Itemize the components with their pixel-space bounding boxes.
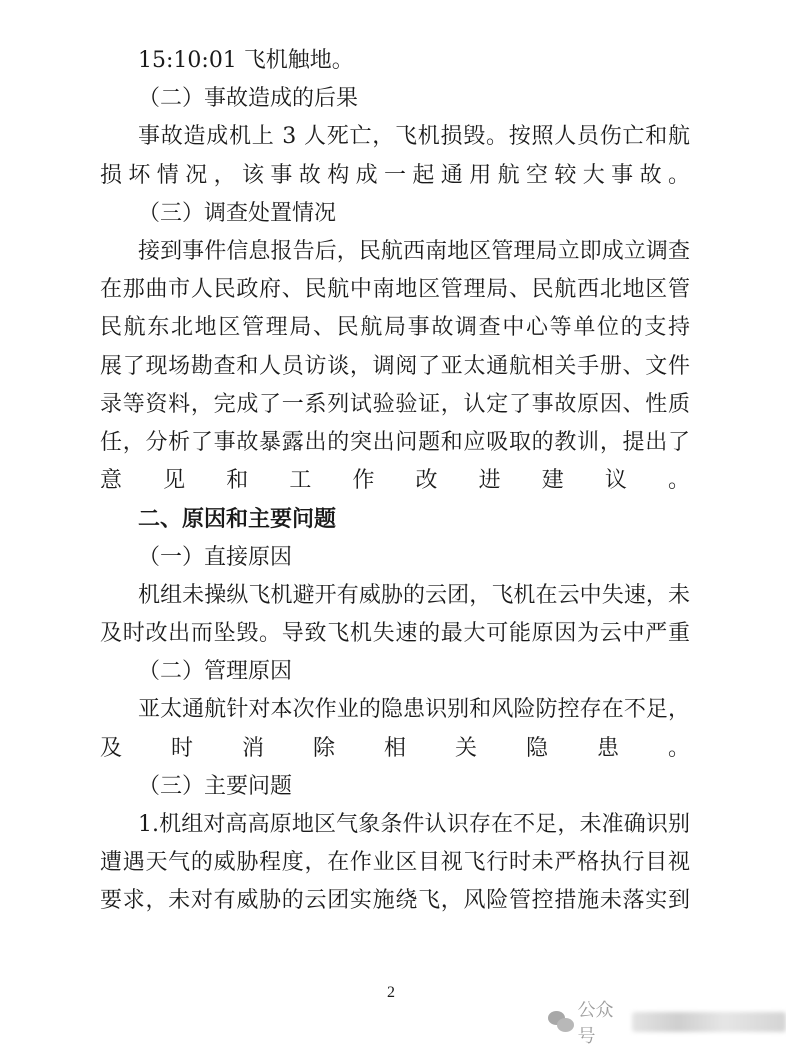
text-line: 接到事件信息报告后，民航西南地区管理局立即成立调查	[138, 239, 690, 264]
text-line: 意见和工作改进建议。	[100, 468, 690, 494]
text-line: 在那曲市人民政府、民航中南地区管理局、民航西北地区管	[100, 277, 690, 303]
text-line: 损坏情况，该事故构成一起通用航空较大事故。	[100, 162, 690, 188]
text-line: 及时消除相关隐患。	[100, 735, 690, 761]
text-line: 15:10:01 飞机触地。	[138, 48, 354, 73]
text-line: 亚太通航针对本次作业的隐患识别和风险防控存在不足，	[138, 697, 690, 723]
section-heading: 二、原因和主要问题	[138, 506, 337, 533]
text-line: 遭遇天气的威胁程度，在作业区目视飞行时未严格执行目视	[100, 850, 690, 876]
text-line: （三）调查处置情况	[138, 200, 337, 226]
text-line: （一）直接原因	[138, 544, 293, 570]
text-line: 录等资料，完成了一系列试验验证，认定了事故原因、性质	[100, 391, 690, 417]
page-number: 2	[387, 984, 395, 1001]
text-line: （二）管理原因	[138, 659, 293, 685]
text-line: 及时改出而坠毁。导致飞机失速的最大可能原因为云中严重	[100, 621, 690, 646]
text-line: 任，分析了事故暴露出的突出问题和应吸取的教训，提出了	[100, 430, 690, 455]
text-line: 1.机组对高高原地区气象条件认识存在不足，未准确识别	[138, 812, 690, 837]
text-line: 机组未操纵飞机避开有威胁的云团，飞机在云中失速，未	[138, 582, 690, 608]
watermark-label: 公众号	[577, 1000, 614, 1047]
text-line: 事故造成机上 3 人死亡，飞机损毁。按照人员伤亡和航	[138, 124, 690, 150]
text-line: 展了现场勘查和人员访谈，调阅了亚太通航相关手册、文件	[100, 353, 690, 379]
text-line: 要求，未对有威胁的云团实施绕飞，风险管控措施未落实到	[100, 888, 690, 914]
text-line: （三）主要问题	[138, 773, 293, 799]
wechat-icon	[548, 1011, 572, 1033]
watermark	[548, 996, 786, 1048]
watermark-blurred-name	[632, 1012, 786, 1032]
text-line: 民航东北地区管理局、民航局事故调查中心等单位的支持	[100, 315, 690, 341]
text-line: （二）事故造成的后果	[138, 86, 359, 112]
